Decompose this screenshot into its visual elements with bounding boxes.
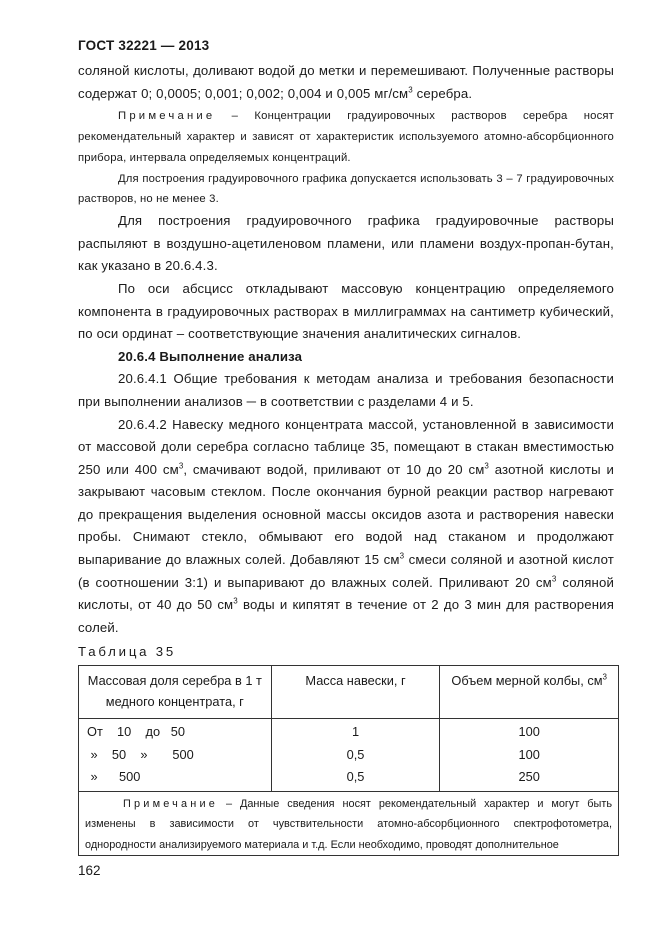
- table-35: [78, 665, 619, 856]
- header-silver-fraction: Массовая доля серебра в 1 т медного концентрата, г: [79, 666, 272, 719]
- paragraph-spraying: Для построения градуировочного графика градуировочные растворы распыляют в воздушно-ацетиленовом пламени, или пламени воздух-пропан-бутан, как указано в 20.6.4.3.: [78, 213, 614, 274]
- table-caption: Таблица 35: [78, 644, 177, 660]
- column-sample-mass: [271, 719, 440, 792]
- table-note-row: [79, 791, 619, 856]
- column-silver-fraction: [79, 719, 272, 792]
- table-cell: 250: [518, 769, 540, 785]
- column-flask-volume: [440, 719, 619, 792]
- table-cell: 0,5: [346, 769, 365, 785]
- table-body-row: [79, 719, 619, 792]
- table-cell: » 500: [87, 769, 141, 785]
- paragraph-procedure: 20.6.4.2 Навеску медного концентрата массой, установленной в зависимости от массовой доли серебра согласно таблице 35, помещают в стакан вместимостью 250 или 400 $см^3$, смачивают водой, приливают от 10 до 20 $см^3$ азотной кислоты и закрывают часовым стеклом. После окончания бурной реакции раствор нагревают до прекращения выделения основной массы оксидов азота и растворения навески пробы. Снимают стекло, обмывают его водой над стаканом и продолжают выпаривание до влажных солей. Добавляют 15 $см^3$ смеси соляной и азотной кислот (в соотношении 3:1) и выпаривают до влажных солей. Приливают 20 $см^3$ соляной кислоты, от 40 до 50 $см^3$ воды и кипятят в течение от 2 до 3 мин для растворения солей.: [78, 416, 614, 635]
- note-solutions-count: Для построения градуировочного графика допускается использовать 3 – 7 градуировочных растворов, но не менее 3.: [78, 172, 614, 206]
- paragraph-axes: По оси абсцисс откладывают массовую концентрацию определяемого компонента в градуировочных растворах в миллиграммах на сантиметр кубический, по оси ординат – соответствующие значения аналитических сигналов.: [78, 280, 614, 342]
- note-label: Примечание: [118, 110, 216, 123]
- table-header-row: [79, 666, 619, 719]
- table-cell: 0,5: [346, 746, 365, 762]
- header-sample-mass: Масса навески, г: [271, 666, 440, 719]
- paragraph-general-requirements: 20.6.4.1 Общие требования к методам анализа и требования безопасности при выполнении анализов ─ в соответствии с разделами 4 и 5.: [78, 371, 614, 409]
- header-flask-volume: Объем мерной колбы, $см^3$: [440, 666, 619, 719]
- note-concentrations: Примечание – Концентрации градуировочных растворов серебра носят рекомендательный характер и зависят от характеристик используемого атомно-абсорбционного прибора, интервала определяемых концентраций.: [78, 110, 614, 164]
- table-cell: » 50 » 500: [87, 746, 194, 762]
- table-cell: 1: [351, 724, 360, 740]
- page-number: 162: [78, 863, 101, 878]
- table-note-label: Примечание: [123, 797, 219, 810]
- standard-header: ГОСТ 32221 — 2013: [78, 38, 210, 53]
- table-cell: 100: [518, 746, 540, 762]
- paragraph-solutions: соляной кислоты, доливают водой до метки и перемешивают. Полученные растворы содержат 0; 0,0005; 0,001; 0,002; 0,004 и 0,005 $мг/см^3$ серебра.: [78, 63, 614, 101]
- body-text: [78, 60, 614, 856]
- table-note: Примечание – Данные сведения носят рекомендательный характер и могут быть изменены в зависимости от чувствительности атомно-абсорбционного спектрофотометра, однородности анализируемого материала и т.д. Если необходимо, проводят дополнительное: [79, 791, 619, 856]
- table-cell: От 10 до 50: [87, 724, 185, 740]
- section-title: 20.6.4 Выполнение анализа: [118, 348, 303, 364]
- table-cell: 100: [518, 724, 540, 740]
